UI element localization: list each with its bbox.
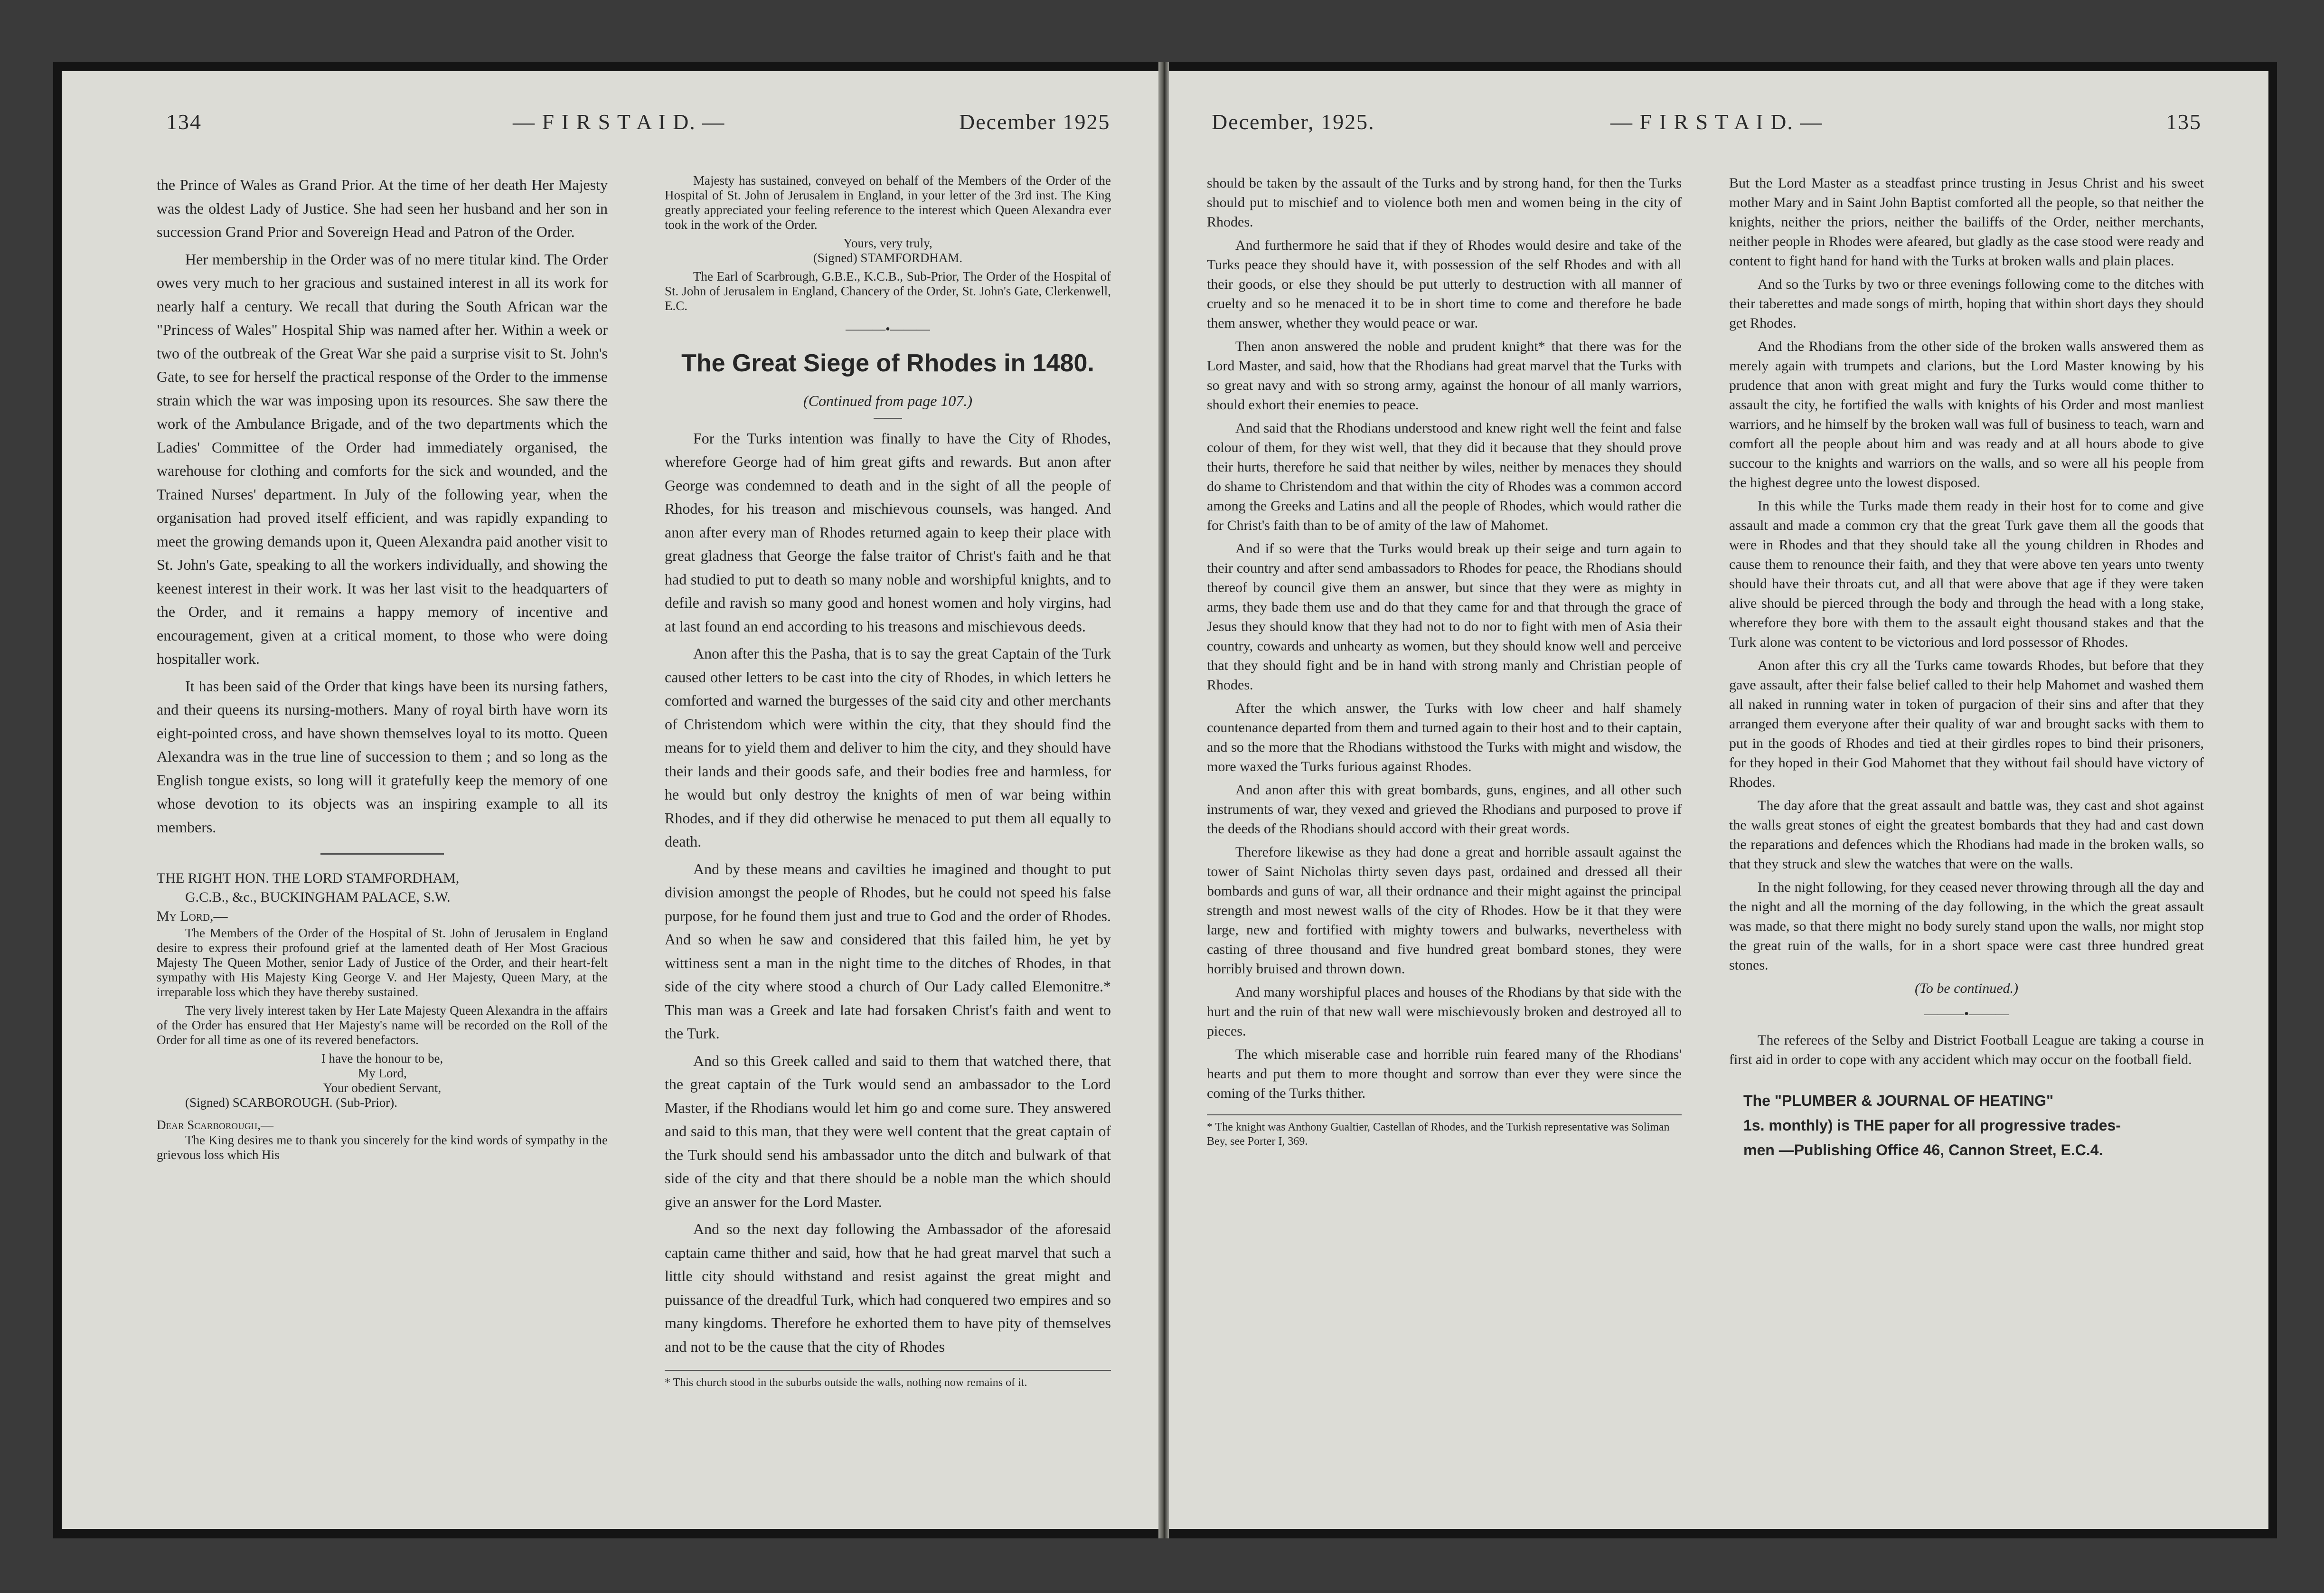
left-column-1 — [157, 173, 608, 1503]
paragraph: In the night following, for they ceased never throwing through all the day and the night and all the morning of the day following, in the which the great assault was made, so that there might no body surely stand upon the walls, nor might stop the great ruin of the walls, for in a short space were cast three hundred great stones. — [1729, 879, 2204, 973]
letter-close: My Lord, — [358, 1066, 407, 1080]
paragraph: And so the Turks by two or three evenings following come to the ditches with their taberettes and made songs of mirth, hoping that within short days they should get Rhodes. — [1729, 276, 2204, 331]
reply-salutation: Dear Scarborough,— — [157, 1118, 274, 1132]
letter-close: Yours, very truly, — [843, 236, 932, 250]
running-head-title: — F I R S T A I D. — — [513, 110, 725, 134]
letter-address: The Earl of Scarbrough, G.B.E., K.C.B., Sub-Prior, The Order of the Hospital of St. John of Jerusalem in England, Chancery of the Order, St. John's Gate, Clerkenwell, E.C. — [665, 269, 1111, 313]
condolence-letter — [157, 869, 608, 1162]
letter-addressee: G.C.B., &c., BUCKINGHAM PALACE, S.W. — [185, 889, 451, 905]
ornament-divider: ———•——— — [846, 322, 930, 337]
letter-salutation: My Lord,— — [157, 908, 228, 924]
paragraph: For the Turks intention was finally to have the City of Rhodes, wherefore George had of him great gifts and rewards. But anon after George was condemned to death and in the sight of all the people of Rhodes, for his treason and mischievous counsels, was hanged. And anon after every man of Rhodes returned again to keep their place with great gladness that George the false traitor of Christ's faith and he that had studied to put to death so many noble and worshipful knights, and to defile and ravish so many good and honest women and holy virgins, had at last found an end according to his treasons and mischievous deeds. — [665, 429, 1111, 635]
to-be-continued: (To be continued.) — [1914, 980, 2019, 996]
paragraph: And anon after this with great bombards, guns, engines, and all other such instruments of war, they vexed and grieved the Rhodians and purposed to prove if the deeds of the Rhodians should accord with their great words. — [1207, 782, 1682, 837]
ornament-divider: ———•——— — [1924, 1007, 2009, 1021]
paragraph: Therefore likewise as they had done a great and horrible assault against the tower of Saint Nicholas thirty seven days past, ordained and dressed all their bombards and guns of war, all their ordnance and their might against the principal strength and most newest walls of the city of Rhodes. How be it that they were large, new and fortified with mighty towers and bulwarks, nevertheless with casting of three thousand and five hundred great bombard stones, they were horribly bruised and thrown down. — [1207, 844, 1682, 977]
letter-addressee: THE RIGHT HON. THE LORD STAMFORDHAM, — [157, 870, 460, 886]
advertisement — [1729, 1088, 2204, 1162]
page-number: 134 — [166, 110, 202, 134]
paragraph: And so the next day following the Ambassador of the aforesaid captain came thither and said, how that he had great marvel that such a little city should withstand and resist against the great might and puissance of the dreadful Turk, which had conquered two empires and so many kingdoms. Therefore he exhorted them to have pity of themselves and not to be the cause that the city of Rhodes — [665, 1220, 1111, 1355]
advert-line: men —Publishing Office 46, Cannon Street, E.C.4. — [1743, 1141, 2103, 1159]
spine-gutter — [1158, 62, 1169, 1538]
letter-signature: (Signed) SCARBOROUGH. (Sub-Prior). — [185, 1095, 398, 1110]
paragraph: And furthermore he said that if they of Rhodes would desire and take of the Turks peace they should have it, with possession of the self Rhodes and with all their goods, or else they should be put utterly to destruction with all manner of cruelty and so he menaced it to be in short time to come and therefore he bade them answer, whether they would peace or war. — [1207, 237, 1682, 331]
advert-line: 1s. monthly) is THE paper for all progressive trades- — [1743, 1117, 2121, 1134]
paragraph: And if so were that the Turks would break up their seige and turn again to their country and after send ambassadors to Rhodes for peace, the Rhodians should thereof by council give them an answer, but since that they were as mighty in arms, they bade them use and do that they came for and that through the grace of Jesus they should know that they had not to do nor to fight with men of Asia their country, cowards and unhearty as women, but they should know well and perceive that they should fight and be in hand with strong manly and Christian people of Rhodes. — [1207, 541, 1682, 693]
left-page — [62, 71, 1158, 1529]
article-title: The Great Siege of Rhodes in 1480. — [681, 349, 1094, 377]
letter-signature: (Signed) STAMFORDHAM. — [813, 251, 963, 265]
divider — [874, 418, 902, 419]
paragraph: And the Rhodians from the other side of the broken walls answered them as merely again with trumpets and clarions, but the Lord Master knowing by his prudence that anon with great might and fury the Turks would come thither to assault the city, he fortified the walls with knights of his Order and most manliest warriors, and he himself by the broken wall was full of business to teach, warn and comfort all the people about him and was ready and at all hours abode to give succour to the knights and warriors on the walls, and so were all his people from the highest degree unto the lowest disposed. — [1729, 339, 2204, 490]
paragraph: And many worshipful places and houses of the Rhodians by that side with the hurt and the ruin of that new wall were mischievously broken and destroyed all to pieces. — [1207, 984, 1682, 1039]
letter-close: Your obedient Servant, — [323, 1081, 442, 1095]
left-column-2 — [665, 173, 1111, 1503]
divider — [320, 853, 444, 855]
running-head-date: December 1925 — [959, 110, 1110, 134]
magazine-spread — [53, 62, 2277, 1538]
reply-body: The King desires me to thank you sincerely for the kind words of sympathy in the grievous loss which His — [157, 1133, 608, 1162]
paragraph: Anon after this the Pasha, that is to say the great Captain of the Turk caused other letters to be cast into the city of Rhodes, in which letters he comforted and warned the burgesses of the said city and other merchants of Christendom which were within the city, that they should find the means for to yield them and deliver to him the city, and they should have their lands and their goods safe, and their bodies free and harmless, for he would but only destroy the knights of men of war being within Rhodes, and if they did otherwise he menaced to put them all equally to death. — [665, 645, 1111, 850]
advert-line: The "PLUMBER & JOURNAL OF HEATING" — [1743, 1092, 2054, 1109]
paragraph: It has been said of the Order that kings have been its nursing fathers, and their queens its nursing-mothers. Many of royal birth have worn its eight-pointed cross, and have shown themselves loyal to its motto. Queen Alexandra was in the true line of succession to them ; and so long as the English tongue exists, so long will it gratefully keep the memory of one whose devotion to its objects was an inspiring example to all its members. — [157, 677, 608, 836]
right-column-2 — [1729, 173, 2204, 1503]
paragraph: And so this Greek called and said to them that watched there, that the great captain of the Turk would send an ambassador to the Lord Master, if the Rhodians would let him go and come sure. They answered and said to this man, that they were well content that the great captain of the Turk should send his ambassador unto the ditch and bulwark of that side of the city and that there should be a noble man the which should give an answer for the Lord Master. — [665, 1052, 1111, 1210]
page-number: 135 — [2166, 110, 2202, 134]
footnote: * The knight was Anthony Gualtier, Castellan of Rhodes, and the Turkish representative was Soliman Bey, see Porter I, 369. — [1207, 1114, 1682, 1149]
right-page — [1169, 71, 2268, 1529]
article-subtitle: (Continued from page 107.) — [803, 392, 973, 409]
running-head-date: December, 1925. — [1212, 110, 1375, 134]
paragraph: should be taken by the assault of the Turks and by strong hand, for then the Turks should put to mischief and to violence both men and women being in the city of Rhodes. — [1207, 175, 1682, 230]
right-column-1 — [1207, 173, 1682, 1503]
running-head-title: — F I R S T A I D. — — [1610, 110, 1823, 134]
paragraph: The day afore that the great assault and battle was, they cast and shot against the walls great stones of eight the greatest bombards that they had and cast down the reparations and defences which the Rhodians had made in the broken walls, so that they struck and slew the watches that were on the walls. — [1729, 798, 2204, 872]
paragraph: And by these means and cavilties he imagined and thought to put division amongst the people of Rhodes, but he could not speed his false purpose, for he found them just and true to God and the order of Rhodes. And so when he saw and considered that this failed him, he yet by wittiness sent a man in the night time to the ditches of Rhodes, in that side of the city where stood a church of Our Lady called Elemonitre.* This man was a Greek and late had forsaken Christ's faith and went to the Turk. — [665, 860, 1111, 1042]
paragraph: After the which answer, the Turks with low cheer and half shamely countenance departed from them and turned again to their host and to their captain, and so the more that the Rhodians withstood the Turks with might and wisdow, the more waxed the Turks furious against Rhodes. — [1207, 700, 1682, 774]
paragraph: the Prince of Wales as Grand Prior. At the time of her death Her Majesty was the oldest Lady of Justice. She had seen her husband and her son in succession Grand Prior and Sovereign Head and Patron of the Order. — [157, 176, 608, 240]
letter-body: The Members of the Order of the Hospital of St. John of Jerusalem in England desire to express their profound grief at the lamented death of Her Most Gracious Majesty The Queen Mother, senior Lady of Justice of the Order, and their heart-felt sympathy with His Majesty King George V. and Her Majesty, Queen Mary, at the irreparable loss which they have thereby sustained. — [157, 926, 608, 999]
paragraph: Anon after this cry all the Turks came towards Rhodes, but before that they gave assault, after their false belief called to their help Mahomet and washed them all naked in running water in token of purgacion of their sins and after that they arranged them everyone after their quality of war and brought sacks with them to put in the goods of Rhodes and tied at their girdles ropes to bind their prisoners, for they hoped in their God Mahomet that they without fail should have victory of Rhodes. — [1729, 658, 2204, 790]
footnote: * This church stood in the suburbs outside the walls, nothing now remains of it. — [665, 1370, 1111, 1390]
letter-continued: Majesty has sustained, conveyed on behalf of the Members of the Order of the Hospital of St. John of Jerusalem in England, in your letter of the 3rd inst. The King greatly appreciated your feeling reference to the interest which Queen Alexandra ever took in the work of the Order. — [665, 173, 1111, 232]
letter-close: I have the honour to be, — [321, 1051, 443, 1065]
paragraph: Her membership in the Order was of no mere titular kind. The Order owes very much to her gracious and sustained interest in all its work for nearly half a century. We recall that during the South African war the "Princess of Wales" Hospital Ship was named after her. Within a week or two of the outbreak of the Great War she paid a surprise visit to St. John's Gate, to see for herself the practical response of the Order to the immense strain which the war was imposing upon its resources. She saw there the work of the Ambulance Brigade, and of the two departments which the Ladies' Committee of the Order had immediately organised, the warehouse for clothing and comforts for the sick and wounded, and the Trained Nurses' department. In July of the following year, when the organisation had proved itself efficient, and was rapidly expanding to meet the growing demands upon it, Queen Alexandra paid another visit to St. John's Gate, speaking to all the workers individually, and showing the keenest interest in their work. It was her last visit to the headquarters of the Order, and it remains a happy memory of incentive and encouragement, given at a critical moment, to those who were doing hospitaller work. — [157, 250, 608, 667]
paragraph: And said that the Rhodians understood and knew right well the feint and false colour of them, for they wist well, that they did it because that they should prove their hurts, therefore he said that neither by wiles, neither by menaces they should do shame to Christendom and that within the city of Rhodes was a common accord among the Greeks and Latins and all the people of Rhodes, which would rather die for Christ's faith than to be of amity of the law of Mahomet. — [1207, 420, 1682, 533]
paragraph: But the Lord Master as a steadfast prince trusting in Jesus Christ and his sweet mother Mary and in Saint John Baptist comforted all the people, so that neither the knights, neither the priors, neither the bailiffs of the Order, neither merchants, neither people in Rhodes were afeared, but gladly as the case stood were ready and content to fight hand for hand with the Turks at broken walls and plain places. — [1729, 175, 2204, 269]
paragraph: The which miserable case and horrible ruin feared many of the Rhodians' hearts and put them to more thought and sorrow than ever they were since the coming of the Turks thither. — [1207, 1046, 1682, 1101]
paragraph: Then anon answered the noble and prudent knight* that there was for the Lord Master, and said, how that the Rhodians had great marvel that the Turks with so great navy and with so strong army, against the honour of all manly warriors, should exhort their enemies to peace. — [1207, 339, 1682, 413]
news-note: The referees of the Selby and District Football League are taking a course in first aid in order to cope with any accident which may occur on the football field. — [1729, 1032, 2204, 1067]
letter-body: The very lively interest taken by Her Late Majesty Queen Alexandra in the affairs of the Order has ensured that Her Majesty's name will be recorded on the Roll of the Order for all time as one of its revered benefactors. — [157, 1003, 608, 1047]
paragraph: In this while the Turks made them ready in their host for to come and give assault and made a common cry that the great Turk gave them all the goods that were in Rhodes and that they should take all the young children in Rhodes and cause them to renounce their faith, and they that were above ten years unto twenty should have their throats cut, and all that were above that age if they were taken alive should be pierced through the body and through the head with a long stake, wherefore they bore with them to the assault eight thousand stakes and that the Turk alone was content to be victorious and lord possessor of Rhodes. — [1729, 498, 2204, 650]
